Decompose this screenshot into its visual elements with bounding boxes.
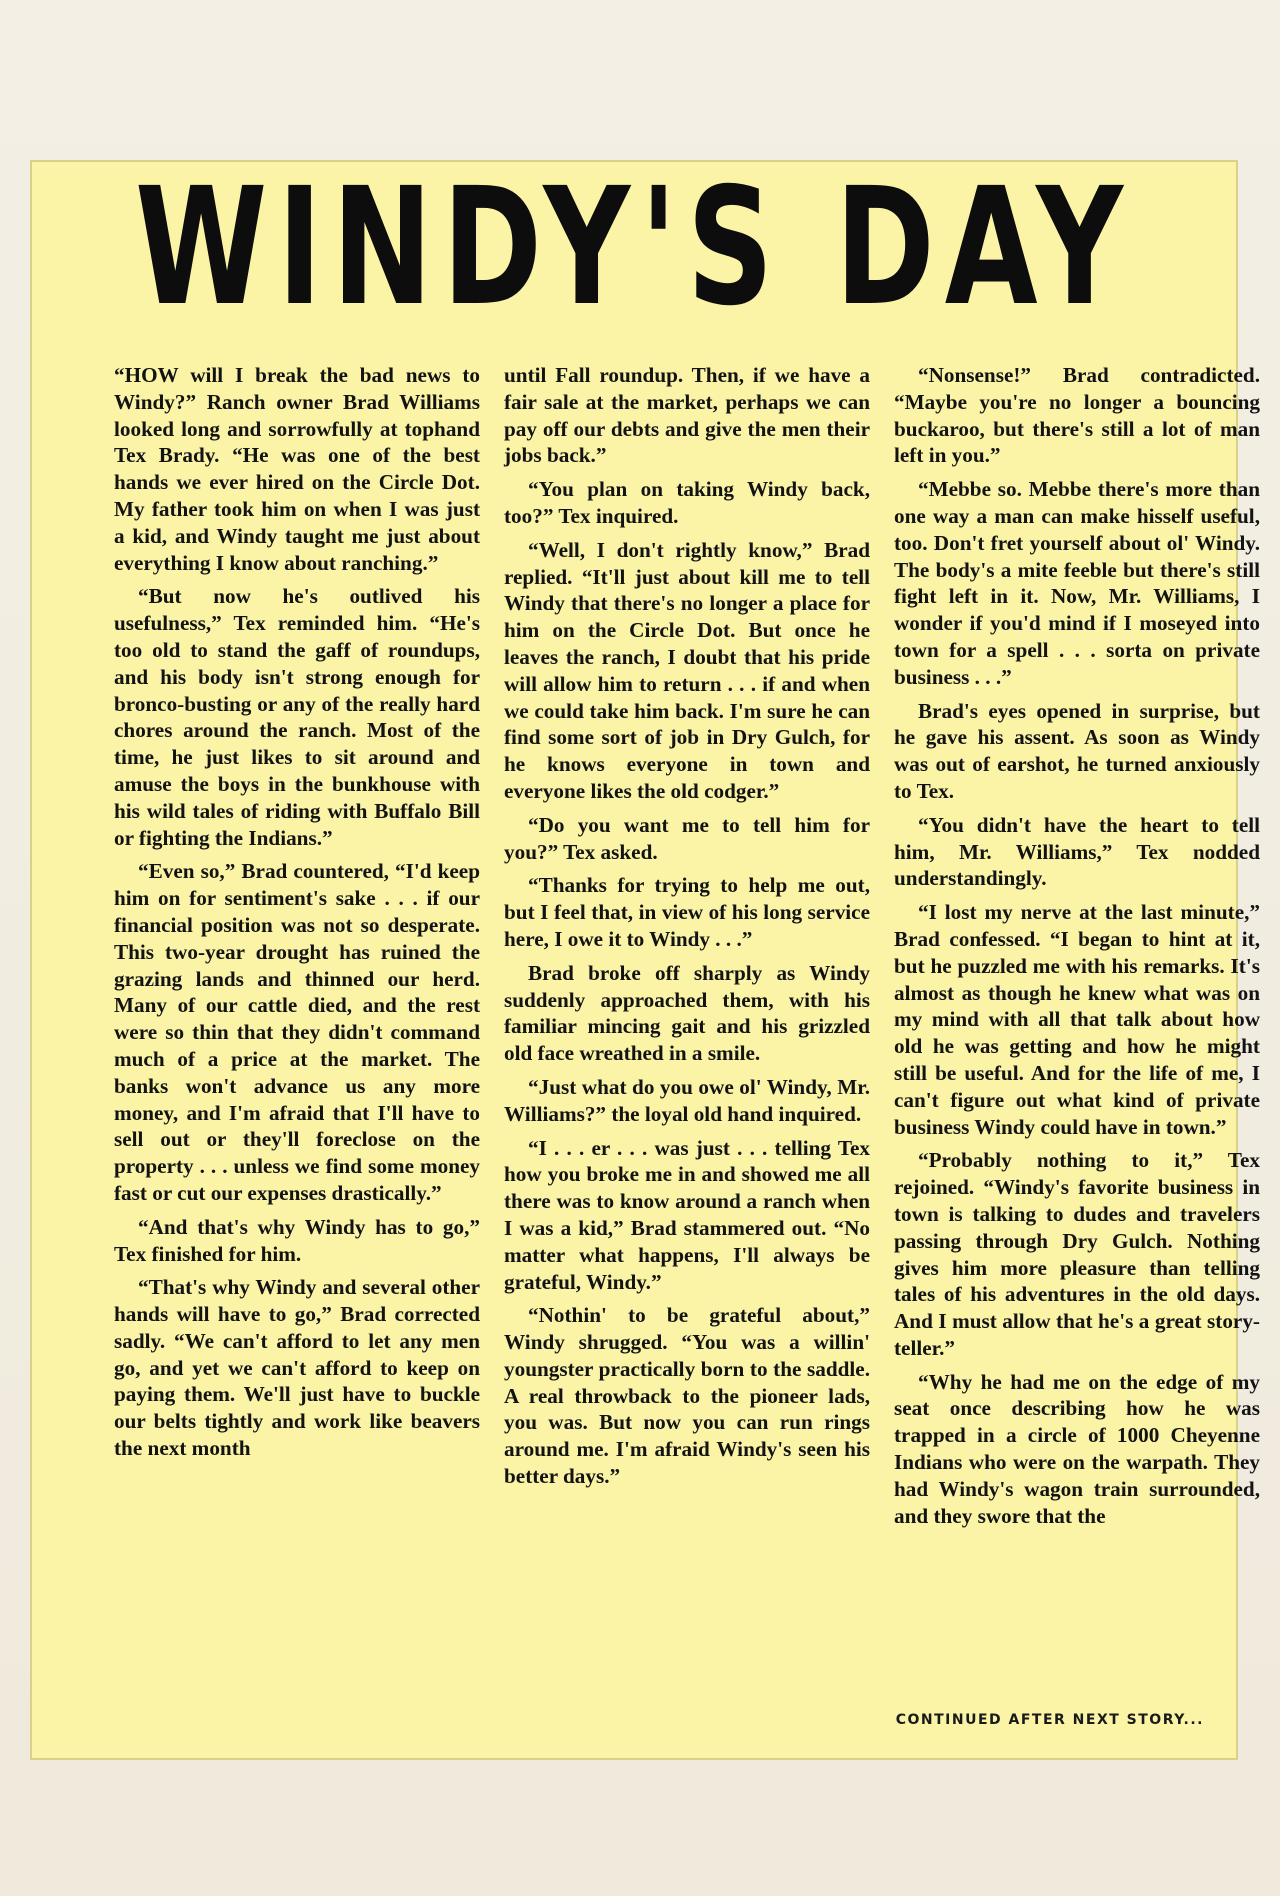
- text-columns: [80, 362, 1276, 1692]
- story-title: WINDY'S DAY: [134, 154, 1134, 343]
- story-panel: [30, 154, 1260, 1760]
- paragraph: “I . . . er . . . was just . . . telling Tex how you broke me in and showed me all there was to know around a ranch when I was a kid,” Brad stammered out. “No matter what happens, I'll always be grateful, Windy.”: [504, 1135, 870, 1294]
- paragraph: “You didn't have the heart to tell him, Mr. Williams,” Tex nodded understandingly.: [894, 812, 1260, 891]
- column-3: [894, 362, 1260, 1536]
- paragraph: “Mebbe so. Mebbe there's more than one way a man can make hisself useful, too. Don't fret yourself about ol' Windy. The body's a mite feeble but there's still fight left in it. Now, Mr. Williams, I wonder if you'd mind if I moseyed into town for a spell . . . sorta on private business . . .”: [894, 477, 1260, 689]
- paragraph: “That's why Windy and several other hands will have to go,” Brad corrected sadly. “We can't afford to let any men go, and yet we can't afford to keep on paying them. We'll just have to buckle our belts tightly and work like beavers the next month: [114, 1275, 480, 1461]
- paragraph: “Even so,” Brad countered, “I'd keep him on for sentiment's sake . . . if our financial position was not so desperate. This two-year drought has ruined the grazing lands and thinned our herd. Many of our cattle died, and the rest were so thin that they didn't command much of a price at the market. The banks won't advance us any more money, and I'm afraid that I'll have to sell out or they'll foreclose on the property . . . unless we find some money fast or cut our expenses drastically.”: [114, 859, 480, 1205]
- paragraph: “But now he's outlived his usefulness,” Tex reminded him. “He's too old to stand the gaff of roundups, and his body isn't strong enough for bronco-busting or any of the really hard chores around the ranch. Most of the time, he just likes to sit around and amuse the boys in the bunkhouse with his wild tales of riding with Buffalo Bill or fighting the Indians.”: [114, 584, 480, 850]
- column-1: [114, 362, 480, 1469]
- paragraph: until Fall roundup. Then, if we have a fair sale at the market, perhaps we can pay off our debts and give the men their jobs back.”: [504, 363, 870, 468]
- paragraph: “Just what do you owe ol' Windy, Mr. Williams?” the loyal old hand inquired.: [504, 1074, 870, 1126]
- paragraph: “Thanks for trying to help me out, but I feel that, in view of his long service here, I owe it to Windy . . .”: [504, 873, 870, 951]
- paragraph: “I lost my nerve at the last minute,” Brad confessed. “I began to hint at it, but he puzzled me with his remarks. It's almost as though he knew what was on my mind with all that talk about how old he was getting and how he might still be useful. And for the life of me, I can't figure out what kind of private business Windy could have in town.”: [894, 900, 1260, 1139]
- paragraph: Brad broke off sharply as Windy suddenly approached them, with his familiar mincing gait and his grizzled old face wreathed in a smile.: [504, 960, 870, 1066]
- paragraph: “Why he had me on the edge of my seat once describing how he was trapped in a circle of 1000 Cheyenne Indians who were on the warpath. They had Windy's wagon train surrounded, and they swore that the: [894, 1369, 1260, 1528]
- paragraph: “And that's why Windy has to go,” Tex finished for him.: [114, 1214, 480, 1266]
- paragraph: “Nonsense!” Brad contradicted. “Maybe you're no longer a bouncing buckaroo, but there's still a lot of man left in you.”: [894, 363, 1260, 468]
- paragraph: “HOW will I break the bad news to Windy?” Ranch owner Brad Williams looked long and sorrowfully at tophand Tex Brady. “He was one of the best hands we ever hired on the Circle Dot. My father took him on when I was just a kid, and Windy taught me just about everything I know about ranching.”: [114, 363, 480, 575]
- paragraph: “Well, I don't rightly know,” Brad replied. “It'll just about kill me to tell Windy that there's no longer a place for him on the Circle Dot. But once he leaves the ranch, I doubt that his pride will allow him to return . . . if and when we could take him back. I'm sure he can find some sort of job in Dry Gulch, for he knows everyone in town and everyone likes the old codger.”: [504, 537, 870, 803]
- paragraph: “Do you want me to tell him for you?” Tex asked.: [504, 812, 870, 864]
- paragraph: “Nothin' to be grateful about,” Windy shrugged. “You was a willin' youngster practically born to the saddle. A real throwback to the pioneer lads, you was. But now you can run rings around me. I'm afraid Windy's seen his better days.”: [504, 1303, 870, 1489]
- paragraph: “Probably nothing to it,” Tex rejoined. “Windy's favorite business in town is talking to dudes and travelers passing through Dry Gulch. Nothing gives him more pleasure than telling tales of his adventures in the old days. And I must allow that he's a great story-teller.”: [894, 1148, 1260, 1360]
- paragraph: “You plan on taking Windy back, too?” Tex inquired.: [504, 477, 870, 528]
- continued-note: CONTINUED AFTER NEXT STORY...: [895, 1712, 1204, 1728]
- column-2: [504, 362, 870, 1497]
- paragraph: Brad's eyes opened in surprise, but he gave his assent. As soon as Windy was out of earshot, he turned anxiously to Tex.: [894, 698, 1260, 803]
